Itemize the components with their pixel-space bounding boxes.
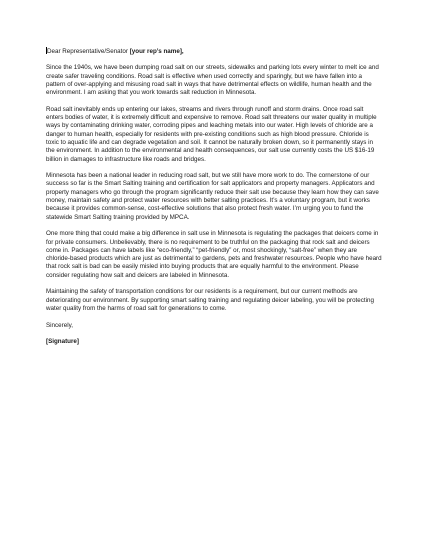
paragraph-deicer-labeling: One more thing that could make a big difference in salt use in Minnesota is regulating the packages that deicers come in for private consumers. Unbelievably, there is no requirement to be truthful on the packaging that rock salt and deicers come in. Packages can have labels like “eco-friendly,” “pet-friendly” or, most shockingly, “salt-free” when they are chloride-based products which are just as detrimental to gardens, pets and freshwater resources. People who have heard that rock salt is bad can be easily misled into buying products that are equally harmful to the environment. Please consider regulating how salt and deicers are labeled in Minnesota. <box>46 230 382 279</box>
letter-body[interactable] <box>46 47 382 346</box>
signature-placeholder: [Signature] <box>46 338 79 346</box>
paragraph-water-quality: Road salt inevitably ends up entering our lakes, streams and rivers through runoff and storm drains. Once road salt enters bodies of water, it is extremely difficult and expensive to remove. Road salt threatens our water quality in multiple ways by contaminating drinking water, corroding pipes and leaching metals into our water. High levels of chloride are a danger to human health, especially for residents with pre-existing conditions such as high blood pressure. Chloride is toxic to aquatic life and can degrade vegetation and soil. It cannot be naturally broken down, so it permanently stays in the environment. In addition to the environmental and health consequences, our salt use currently costs the US $16-19 billion in damages to infrastructure like roads and bridges. <box>46 105 377 163</box>
salutation-prefix: Dear Representative/Senator <box>47 48 130 55</box>
closing: Sincerely, <box>46 321 73 329</box>
paragraph-history: Since the 1940s, we have been dumping road salt on our streets, sidewalks and parking lots every winter to melt ice and create safer traveling conditions. Road salt is effective when used correctly and sparingly, but we have fallen into a pattern of over-applying and misusing road salt in ways that have detrimental effects on wildlife, human health and the environment. I am asking that you work towards salt reduction in Minnesota. <box>46 64 379 97</box>
salutation <box>46 47 382 56</box>
paragraph-smart-salting: Minnesota has been a national leader in reducing road salt, but we still have more work to do. The cornerstone of our success so far is the Smart Salting training and certification for salt applicators and property managers. Applicators and property managers who go through the program significantly reduce their salt use because they learn how they can save money, maintain safety and protect water resources with better salting practices. It’s a voluntary program, but it works because it provides common-sense, cost-effective solutions that also protect fresh water. I’m urging you to fund the statewide Smart Salting training provided by MPCA. <box>46 172 379 221</box>
paragraph-conclusion: Maintaining the safety of transportation conditions for our residents is a requirement, but our current methods are deteriorating our environment. By supporting smart salting training and regulating deicer labeling, you will be protecting water quality from the harms of road salt for generations to come. <box>46 288 374 312</box>
rep-name-placeholder: [your rep’s name], <box>129 48 184 55</box>
